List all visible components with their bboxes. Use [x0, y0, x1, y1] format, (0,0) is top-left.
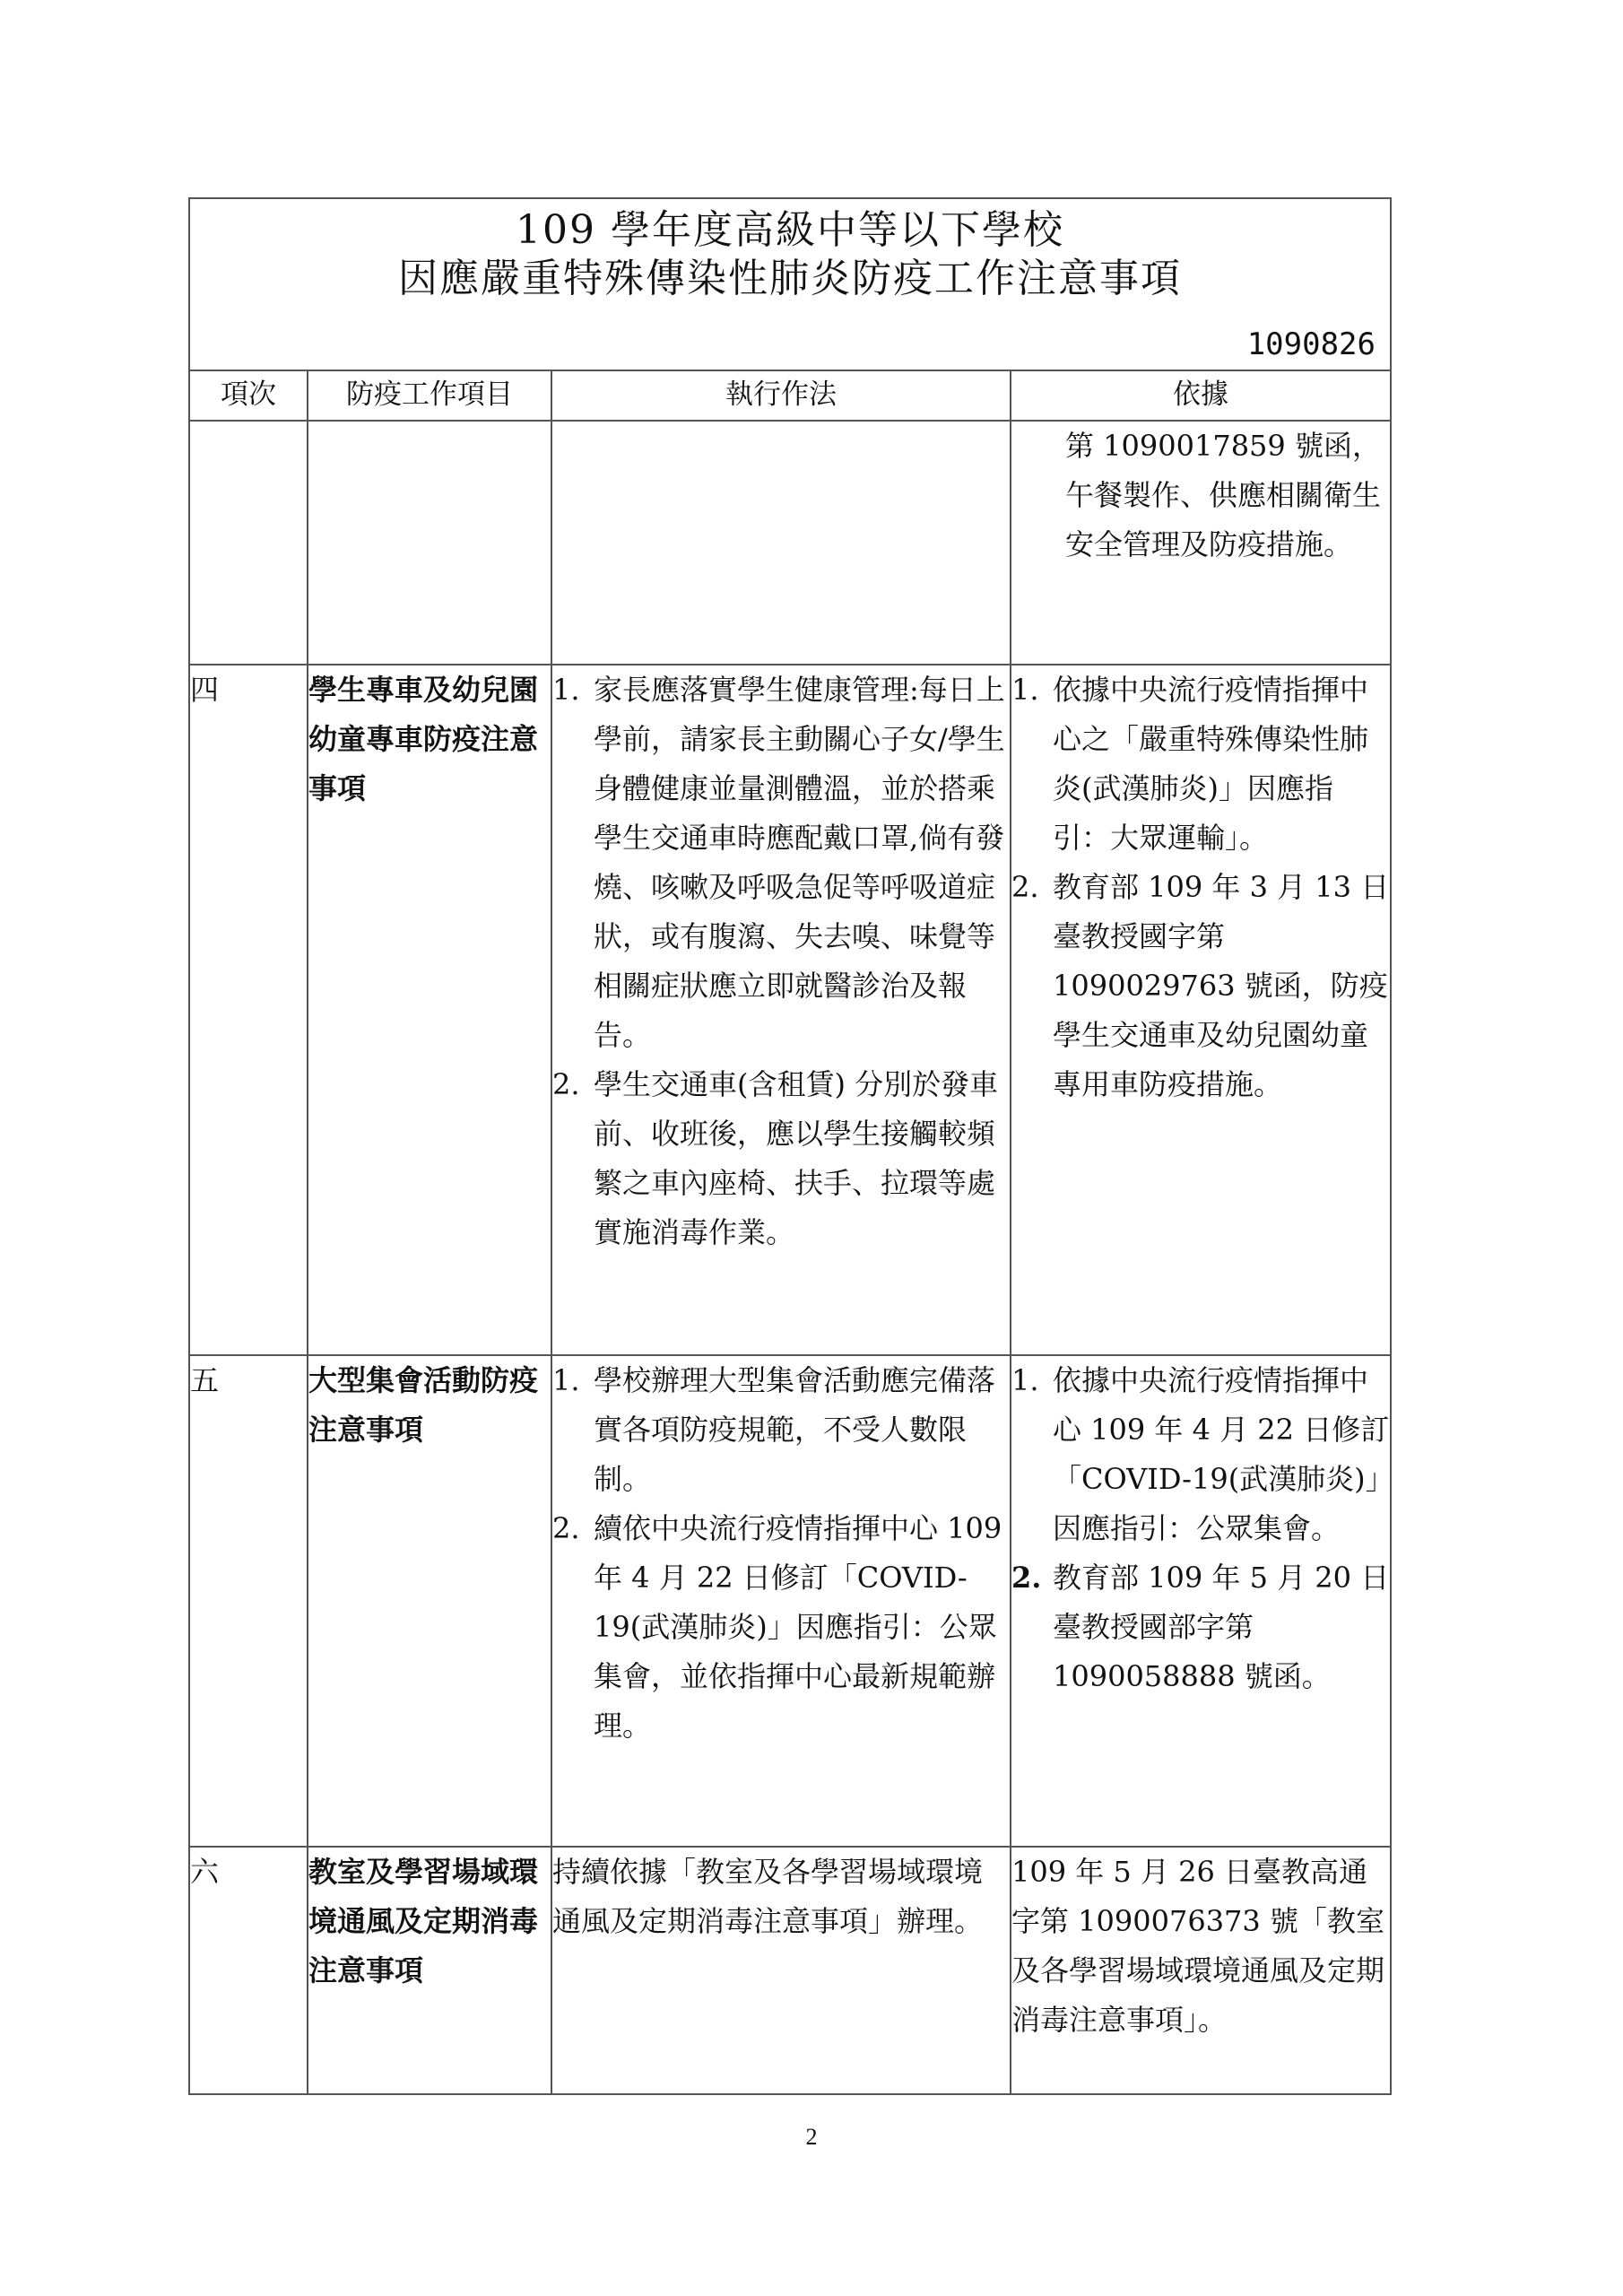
- row-item: 大型集會活動防疫注意事項: [308, 1355, 551, 1847]
- row-basis: [1011, 665, 1391, 1355]
- row-number: 五: [189, 1355, 308, 1847]
- list-item: 1. 學校辦理大型集會活動應完備落實各項防疫規範，不受人數限制。: [552, 1363, 996, 1496]
- list-item: 2. 學生交通車(含租賃) 分別於發車前、收班後，應以學生接觸較頻繁之車內座椅、扶手、拉環等處實施消毒作業。: [552, 1067, 999, 1249]
- list-item: 2. 教育部 109 年 5 月 20 日臺教授國部字第 1090058888 號函。: [1011, 1561, 1390, 1693]
- table-row: [189, 1847, 1391, 2094]
- row-number: 六: [189, 1847, 308, 2094]
- list-item: 1. 依據中央流行疫情指揮中心 109 年 4 月 22 日修訂「COVID-19(武漢肺炎)」因應指引：公眾集會。: [1011, 1363, 1390, 1545]
- list-item: 2. 續依中央流行疫情指揮中心 109 年 4 月 22 日修訂「COVID-19(武漢肺炎)」因應指引：公眾集會，並依指揮中心最新規範辦理。: [552, 1511, 1002, 1743]
- list-item: 1. 家長應落實學生健康管理:每日上學前，請家長主動關心子女/學生身體健康並量測體溫，並於搭乘學生交通車時應配戴口罩,倘有發燒、咳嗽及呼吸急促等呼吸道症狀，或有腹瀉、失去嗅、味覺等相關症狀應立即就醫診治及報告。: [552, 673, 1005, 1052]
- document: [188, 197, 1390, 2095]
- basis-continuation: 第 1090017859 號函，午餐製作、供應相關衛生安全管理及防疫措施。: [1065, 429, 1382, 561]
- header-row: [189, 370, 1391, 421]
- header-action: 執行作法: [551, 370, 1011, 421]
- table-row: [189, 1355, 1391, 1847]
- row-item: 教室及學習場域環境通風及定期消毒注意事項: [308, 1847, 551, 2094]
- row-actions: 持續依據「教室及各學習場域環境通風及定期消毒注意事項」辦理。: [551, 1847, 1011, 2094]
- list-item: 2. 教育部 109 年 3 月 13 日臺教授國字第 1090029763 號函，防疫學生交通車及幼兒園幼童專用車防疫措施。: [1011, 870, 1390, 1101]
- row-actions: [551, 1355, 1011, 1847]
- row-basis: [1011, 1355, 1391, 1847]
- document-number: 1090826: [1246, 326, 1376, 362]
- title-line-2: 因應嚴重特殊傳染性肺炎防疫工作注意事項: [398, 256, 1182, 301]
- list-item: 1. 依據中央流行疫情指揮中心之「嚴重特殊傳染性肺炎(武漢肺炎)」因應指引：大眾運輸」。: [1011, 673, 1369, 855]
- header-number: 項次: [189, 370, 308, 421]
- title-line-1: 109 學年度高級中等以下學校: [516, 207, 1064, 253]
- row-item: 學生專車及幼兒園幼童專車防疫注意事項: [308, 665, 551, 1355]
- row-basis: 109 年 5 月 26 日臺教高通字第 1090076373 號「教室及各學習場域環境通風及定期消毒注意事項」。: [1011, 1847, 1391, 2094]
- header-basis: 依據: [1011, 370, 1391, 421]
- guideline-table: [188, 197, 1392, 2095]
- table-row: [189, 665, 1391, 1355]
- page-number: 2: [805, 2124, 818, 2150]
- row-actions: [551, 665, 1011, 1355]
- table-row: [189, 421, 1391, 665]
- row-number: 四: [189, 665, 308, 1355]
- header-item: 防疫工作項目: [308, 370, 551, 421]
- title-cell: [189, 198, 1391, 370]
